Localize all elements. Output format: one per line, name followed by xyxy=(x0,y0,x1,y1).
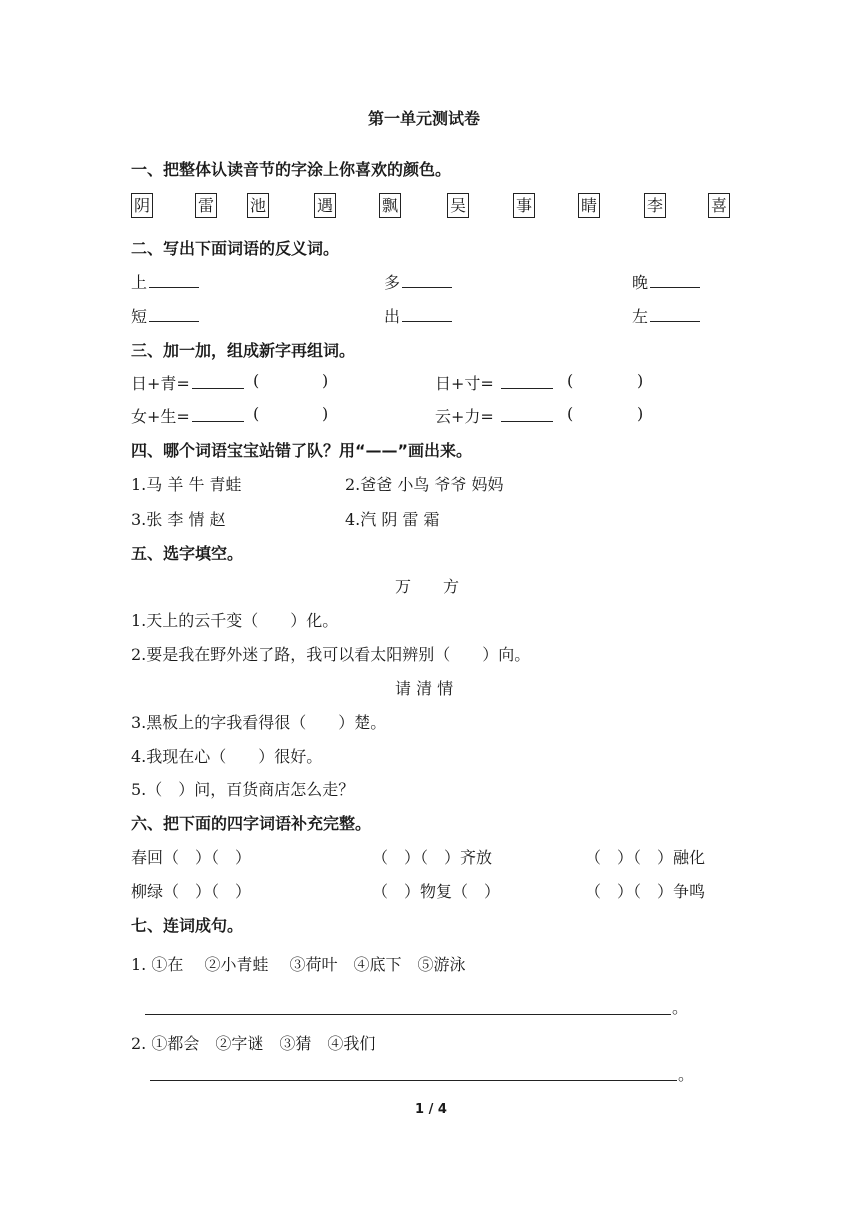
answer-blank[interactable] xyxy=(192,407,244,422)
idiom-item: （ ）（ ）齐放 xyxy=(372,848,493,867)
compose-formula: 女+生= xyxy=(131,407,190,426)
antonym-word: 上 xyxy=(131,273,148,292)
antonym-word: 出 xyxy=(384,307,401,326)
answer-blank[interactable] xyxy=(402,307,452,322)
paren-close: ) xyxy=(322,404,329,423)
char-box: 吴 xyxy=(447,193,469,218)
word-group: 3.张 李 情 赵 xyxy=(131,510,226,529)
antonym-item xyxy=(131,270,199,293)
antonym-word: 多 xyxy=(384,273,401,292)
answer-blank[interactable] xyxy=(149,273,199,288)
paren-close: ) xyxy=(322,371,329,390)
end-period: 。 xyxy=(672,998,689,1017)
section-6-heading: 六、把下面的四字词语补充完整。 xyxy=(131,814,372,833)
word-group: 1.马 羊 牛 青蛙 xyxy=(131,475,242,494)
compose-item xyxy=(435,404,553,427)
page-title: 第一单元测试卷 xyxy=(368,109,481,128)
question-item: 1.天上的云千变（ ）化。 xyxy=(131,611,339,630)
idiom-item: 春回（ ）（ ） xyxy=(131,848,252,867)
end-period: 。 xyxy=(678,1065,695,1084)
antonym-item xyxy=(384,304,452,327)
compose-formula: 日+寸= xyxy=(435,374,494,393)
answer-line[interactable] xyxy=(150,1080,677,1081)
compose-item xyxy=(131,371,244,394)
choice-chars: 请 清 情 xyxy=(395,679,454,698)
word-group: 2.爸爸 小鸟 爷爷 妈妈 xyxy=(345,475,504,494)
page-number: 1 / 4 xyxy=(415,1102,447,1117)
question-item: 5.（ ）问，百货商店怎么走？ xyxy=(131,780,355,799)
answer-blank[interactable] xyxy=(501,374,553,389)
question-item: 2.要是我在野外迷了路，我可以看太阳辨别（ ）向。 xyxy=(131,645,531,664)
paren-close: ) xyxy=(637,371,644,390)
section-5-heading: 五、选字填空。 xyxy=(131,544,244,563)
answer-blank[interactable] xyxy=(149,307,199,322)
idiom-item: 柳绿（ ）（ ） xyxy=(131,882,252,901)
answer-blank[interactable] xyxy=(650,273,700,288)
question-item: 4.我现在心（ ）很好。 xyxy=(131,747,323,766)
section-4-heading: 四、哪个词语宝宝站错了队？用“——”画出来。 xyxy=(131,441,473,460)
antonym-item xyxy=(632,270,700,293)
char-box: 遇 xyxy=(314,193,336,218)
paren-open: ( xyxy=(567,371,574,390)
paren-open: ( xyxy=(253,404,260,423)
char-box: 雷 xyxy=(195,193,217,218)
char-box: 池 xyxy=(247,193,269,218)
char-box: 李 xyxy=(644,193,666,218)
char-box: 事 xyxy=(513,193,535,218)
section-2-heading: 二、写出下面词语的反义词。 xyxy=(131,239,340,258)
antonym-word: 晚 xyxy=(632,273,649,292)
char-box: 喜 xyxy=(708,193,730,218)
antonym-word: 左 xyxy=(632,307,649,326)
paren-open: ( xyxy=(567,404,574,423)
antonym-item xyxy=(131,304,199,327)
antonym-item xyxy=(632,304,700,327)
paren-close: ) xyxy=(637,404,644,423)
section-3-heading: 三、加一加，组成新字再组词。 xyxy=(131,341,356,360)
answer-blank[interactable] xyxy=(650,307,700,322)
sentence-words: 1. ①在 ②小青蛙 ③荷叶 ④底下 ⑤游泳 xyxy=(131,955,466,974)
idiom-item: （ ）（ ）融化 xyxy=(585,848,706,867)
antonym-item xyxy=(384,270,452,293)
compose-item xyxy=(131,404,244,427)
section-1-heading: 一、把整体认读音节的字涂上你喜欢的颜色。 xyxy=(131,160,452,179)
idiom-item: （ ）物复（ ） xyxy=(372,882,501,901)
section-7-heading: 七、连词成句。 xyxy=(131,916,244,935)
sentence-words: 2. ①都会 ②字谜 ③猜 ④我们 xyxy=(131,1034,376,1053)
idiom-item: （ ）（ ）争鸣 xyxy=(585,882,706,901)
antonym-word: 短 xyxy=(131,307,148,326)
char-box: 睛 xyxy=(578,193,600,218)
paren-open: ( xyxy=(253,371,260,390)
compose-formula: 日+青= xyxy=(131,374,190,393)
char-box: 飘 xyxy=(379,193,401,218)
char-box: 阴 xyxy=(131,193,153,218)
word-group: 4.汽 阴 雷 霜 xyxy=(345,510,440,529)
answer-blank[interactable] xyxy=(501,407,553,422)
answer-line[interactable] xyxy=(145,1014,671,1015)
answer-blank[interactable] xyxy=(402,273,452,288)
compose-formula: 云+力= xyxy=(435,407,494,426)
question-item: 3.黑板上的字我看得很（ ）楚。 xyxy=(131,713,387,732)
compose-item xyxy=(435,371,553,394)
choice-chars: 万 方 xyxy=(395,577,460,596)
answer-blank[interactable] xyxy=(192,374,244,389)
